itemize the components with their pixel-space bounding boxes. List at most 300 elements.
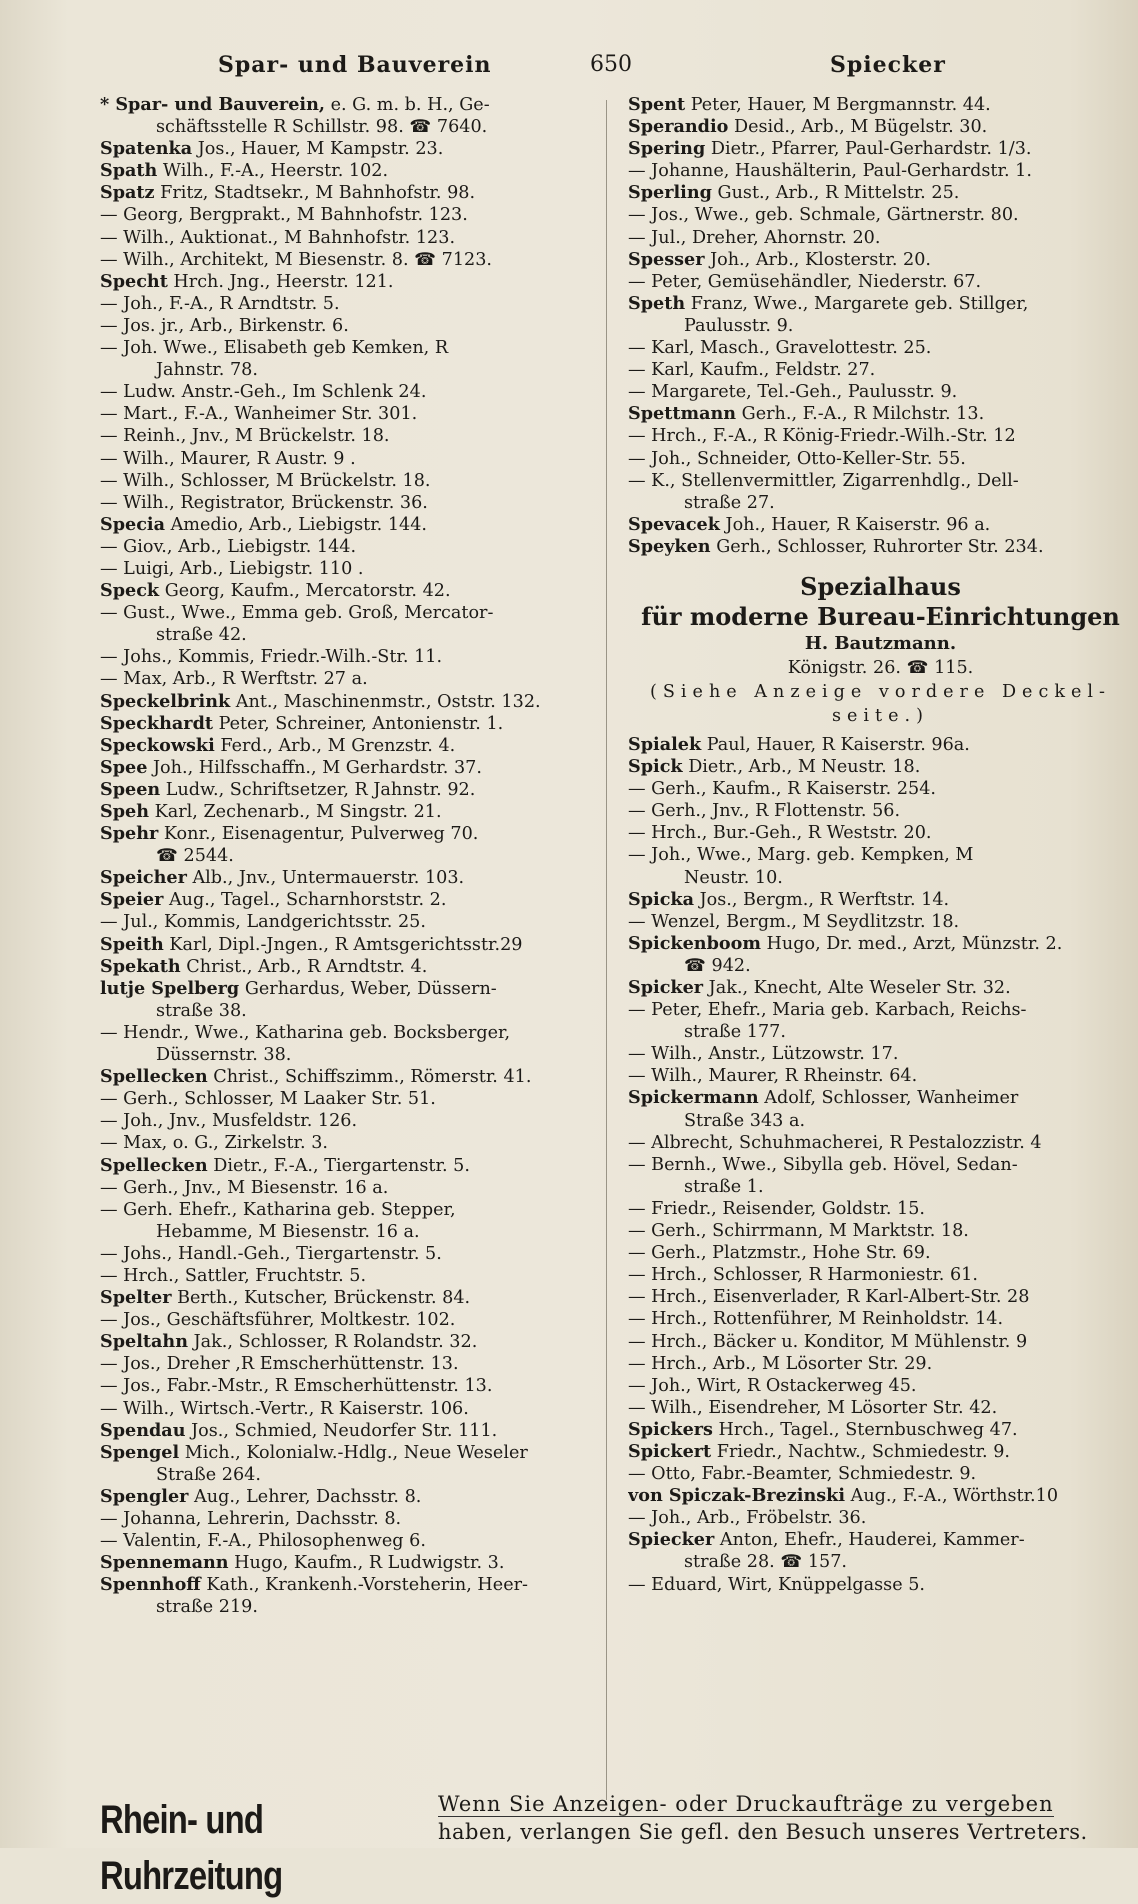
directory-entry bbox=[628, 822, 1133, 844]
directory-entry bbox=[100, 867, 600, 889]
directory-entry bbox=[100, 492, 600, 514]
entry-details: — Joh., Wirt, R Ostackerweg 45. bbox=[628, 1375, 917, 1396]
footer-advertisement bbox=[100, 1792, 1138, 1898]
entry-details: Hrch. Jng., Heerstr. 121. bbox=[167, 271, 394, 292]
entry-details: — Karl, Masch., Gravelottestr. 25. bbox=[628, 338, 932, 359]
entry-surname: Spesser bbox=[628, 248, 705, 270]
directory-entry bbox=[628, 359, 1133, 381]
entry-details: — Wilh., Eisendreher, M Lösorter Str. 42. bbox=[628, 1397, 998, 1418]
entry-details: Ludw., Schriftsetzer, R Jahnstr. 92. bbox=[160, 779, 476, 800]
page-number: 650 bbox=[590, 52, 632, 77]
entry-details: Düssernstr. 38. bbox=[156, 1045, 292, 1066]
directory-entry bbox=[628, 271, 1133, 293]
entry-surname: Spering bbox=[628, 138, 706, 160]
entry-surname: Specia bbox=[100, 513, 165, 535]
entry-details: Karl, Dipl.-Jngen., R Amtsgerichtsstr.29 bbox=[163, 934, 523, 955]
entry-details: Karl, Zechenarb., M Singstr. 21. bbox=[149, 802, 442, 822]
directory-entry bbox=[628, 1154, 1133, 1176]
directory-entry bbox=[100, 602, 600, 624]
entry-surname: Spekath bbox=[100, 955, 181, 977]
entry-details: Ferd., Arb., M Grenzstr. 4. bbox=[214, 735, 456, 756]
directory-entry-continuation bbox=[628, 1110, 1133, 1132]
entry-details: — Wenzel, Bergm., M Seydlitzstr. 18. bbox=[628, 911, 960, 932]
entry-details: — Wilh., Maurer, R Austr. 9 . bbox=[100, 448, 356, 469]
directory-entry bbox=[100, 470, 600, 492]
entry-details: — Wilh., Registrator, Brückenstr. 36. bbox=[100, 492, 428, 513]
entry-details: Dietr., F.-A., Tiergartenstr. 5. bbox=[207, 1155, 470, 1176]
entry-details: Georg, Kaufm., Mercatorstr. 42. bbox=[159, 581, 451, 602]
directory-entry-continuation bbox=[100, 116, 600, 138]
entry-details: Anton, Ehefr., Hauderei, Kammer- bbox=[714, 1530, 1025, 1551]
entry-details: — Ludw. Anstr.-Geh., Im Schlenk 24. bbox=[100, 382, 427, 403]
directory-entry bbox=[100, 271, 600, 293]
entry-surname: Speckhardt bbox=[100, 712, 213, 734]
directory-entry bbox=[100, 160, 600, 182]
entry-details: Gerh., Schlosser, Ruhrorter Str. 234. bbox=[710, 536, 1044, 557]
directory-entry bbox=[100, 1110, 600, 1132]
entry-details: — Hrch., Bäcker u. Konditor, M Mühlenstr. 9 bbox=[628, 1331, 1028, 1352]
directory-entry bbox=[628, 1308, 1133, 1330]
directory-entry bbox=[100, 646, 600, 668]
entry-details: — Peter, Ehefr., Maria geb. Karbach, Reichs- bbox=[628, 1000, 1027, 1021]
entry-surname: Spent bbox=[628, 94, 686, 115]
directory-entry bbox=[100, 1420, 600, 1442]
directory-entry bbox=[100, 1066, 600, 1088]
entry-surname: Spennhoff bbox=[100, 1574, 201, 1596]
entry-details: Joh., Hilfsschaffn., M Gerhardstr. 37. bbox=[147, 757, 482, 778]
directory-entry bbox=[628, 1242, 1133, 1264]
directory-entry bbox=[100, 1309, 600, 1331]
entry-details: — K., Stellenvermittler, Zigarrenhdlg., Dell- bbox=[628, 470, 1019, 491]
column-divider bbox=[606, 100, 607, 1800]
directory-entry bbox=[100, 1088, 600, 1110]
directory-entry-continuation bbox=[628, 867, 1133, 889]
footer-brand: Rhein- und Ruhrzeitung bbox=[100, 1798, 283, 1898]
directory-entry bbox=[628, 381, 1133, 403]
entry-surname: Spialek bbox=[628, 733, 702, 755]
entry-surname: Speier bbox=[100, 889, 164, 911]
directory-entry bbox=[628, 1463, 1133, 1485]
entry-surname: von Spiczak-Brezinski bbox=[628, 1485, 846, 1507]
directory-entry-continuation bbox=[628, 315, 1133, 337]
entry-surname: Spellecken bbox=[100, 1066, 208, 1088]
right-column bbox=[628, 94, 1133, 1596]
entry-surname: Spellecken bbox=[100, 1154, 208, 1176]
entry-surname: Spennemann bbox=[100, 1552, 229, 1574]
directory-entry bbox=[100, 1574, 600, 1596]
directory-entry bbox=[628, 1331, 1133, 1353]
entry-details: — Reinh., Jnv., M Brückelstr. 18. bbox=[100, 426, 390, 447]
entry-details: straße 38. bbox=[156, 1000, 247, 1021]
entry-details: — Joh., Schneider, Otto-Keller-Str. 55. bbox=[628, 448, 966, 469]
entry-surname: Spehr bbox=[100, 823, 159, 845]
entry-surname: Speen bbox=[100, 778, 161, 800]
entry-surname: Spickers bbox=[628, 1418, 713, 1440]
directory-entry-continuation bbox=[628, 1551, 1133, 1573]
entry-surname: Speck bbox=[100, 580, 160, 602]
directory-entry bbox=[100, 293, 600, 315]
entry-details: — Gerh. Ehefr., Katharina geb. Stepper, bbox=[100, 1199, 456, 1220]
directory-entry bbox=[100, 713, 600, 735]
entry-details: — Jos., Dreher ,R Emscherhüttenstr. 13. bbox=[100, 1354, 459, 1375]
entry-details: — Hrch., Eisenverlader, R Karl-Albert-Str. 28 bbox=[628, 1287, 1030, 1308]
entry-details: — Gerh., Schlosser, M Laaker Str. 51. bbox=[100, 1089, 436, 1110]
directory-entry-continuation bbox=[100, 359, 600, 381]
entry-details: — Valentin, F.-A., Philosophenweg 6. bbox=[100, 1531, 426, 1552]
directory-entry bbox=[100, 1265, 600, 1287]
entry-details: Jahnstr. 78. bbox=[156, 360, 258, 381]
directory-entry bbox=[628, 800, 1133, 822]
entry-details: ☎ 2544. bbox=[156, 846, 234, 867]
directory-entry bbox=[628, 1220, 1133, 1242]
directory-entry bbox=[628, 1286, 1133, 1308]
directory-entry bbox=[628, 1132, 1133, 1154]
entry-surname: Specht bbox=[100, 270, 168, 292]
directory-entry bbox=[100, 514, 600, 536]
directory-entry bbox=[100, 889, 600, 911]
entry-surname: Spickert bbox=[628, 1440, 712, 1462]
directory-entry bbox=[100, 1398, 600, 1420]
entry-surname: * Spar- und Bauverein, bbox=[100, 94, 325, 115]
entry-details: Mich., Kolonialw.-Hdlg., Neue Weseler bbox=[179, 1442, 528, 1463]
entry-details: — Hrch., Bur.-Geh., R Weststr. 20. bbox=[628, 823, 932, 844]
directory-entry bbox=[100, 227, 600, 249]
entry-details: — Luigi, Arb., Liebigstr. 110 . bbox=[100, 558, 364, 579]
entry-details: — Gerh., Schirrmann, M Marktstr. 18. bbox=[628, 1221, 969, 1242]
directory-entry bbox=[628, 778, 1133, 800]
directory-entry bbox=[628, 227, 1133, 249]
entry-details: Wilh., F.-A., Heerstr. 102. bbox=[157, 161, 389, 182]
directory-entry bbox=[100, 1177, 600, 1199]
entry-details: Aug., Tagel., Scharnhorststr. 2. bbox=[163, 890, 447, 911]
entry-details: — Jul., Kommis, Landgerichtsstr. 25. bbox=[100, 912, 426, 933]
entry-surname: Spicker bbox=[628, 977, 704, 998]
entry-details: — Max, Arb., R Werftstr. 27 a. bbox=[100, 669, 368, 690]
entry-surname: Spickenboom bbox=[628, 932, 761, 954]
entry-details: — Hrch., Schlosser, R Harmoniestr. 61. bbox=[628, 1265, 978, 1286]
entry-details: — Joh., Arb., Fröbelstr. 36. bbox=[628, 1508, 867, 1529]
directory-entry bbox=[100, 315, 600, 337]
directory-entry bbox=[628, 94, 1133, 116]
directory-entry-continuation bbox=[100, 845, 600, 867]
directory-entry bbox=[628, 403, 1133, 425]
directory-entry-continuation bbox=[628, 1021, 1133, 1043]
entry-details: Jak., Schlosser, R Rolandstr. 32. bbox=[188, 1332, 478, 1353]
directory-entry bbox=[100, 1552, 600, 1574]
directory-entry bbox=[628, 734, 1133, 756]
directory-entry-continuation bbox=[628, 492, 1133, 514]
entry-details: Friedr., Nachtw., Schmiedestr. 9. bbox=[711, 1441, 1011, 1462]
directory-entry bbox=[100, 1442, 600, 1464]
entry-details: straße 42. bbox=[156, 625, 247, 646]
entry-details: — Joh. Wwe., Elisabeth geb Kemken, R bbox=[100, 338, 449, 359]
entry-surname: Spettmann bbox=[628, 403, 737, 425]
directory-entry bbox=[628, 514, 1133, 536]
entry-details: Gerh., F.-A., R Milchstr. 13. bbox=[736, 404, 985, 425]
directory-entry bbox=[100, 735, 600, 757]
entry-details: — Gerh., Jnv., M Biesenstr. 16 a. bbox=[100, 1177, 389, 1198]
entry-surname: Spendau bbox=[100, 1419, 186, 1441]
right-column-entries-top bbox=[628, 94, 1133, 558]
entry-details: Hugo, Kaufm., R Ludwigstr. 3. bbox=[228, 1553, 505, 1574]
entry-details: — Gust., Wwe., Emma geb. Groß, Mercator- bbox=[100, 603, 494, 624]
directory-entry bbox=[628, 1507, 1133, 1529]
entry-surname: lutje Spelberg bbox=[100, 977, 240, 999]
directory-entry bbox=[100, 448, 600, 470]
entry-details: — Mart., F.-A., Wanheimer Str. 301. bbox=[100, 404, 418, 425]
directory-entry bbox=[628, 204, 1133, 226]
directory-entry bbox=[628, 425, 1133, 447]
entry-details: — Wilh., Wirtsch.-Vertr., R Kaiserstr. 106. bbox=[100, 1398, 469, 1419]
entry-details: — Gerh., Jnv., R Flottenstr. 56. bbox=[628, 801, 901, 822]
directory-entry bbox=[100, 691, 600, 713]
entry-surname: Spatenka bbox=[100, 138, 193, 160]
entry-surname: Speckelbrink bbox=[100, 690, 231, 712]
directory-entry bbox=[100, 757, 600, 779]
entry-surname: Spelter bbox=[100, 1287, 172, 1309]
entry-surname: Speith bbox=[100, 933, 164, 955]
entry-details: Ant., Maschinenmstr., Oststr. 132. bbox=[230, 691, 541, 712]
entry-details: — Johs., Handl.-Geh., Tiergartenstr. 5. bbox=[100, 1243, 442, 1264]
entry-details: Peter, Hauer, M Bergmannstr. 44. bbox=[685, 95, 991, 115]
entry-details: — Karl, Kaufm., Feldstr. 27. bbox=[628, 360, 876, 381]
directory-entry bbox=[628, 1065, 1133, 1087]
entry-details: — Joh., F.-A., R Arndtstr. 5. bbox=[100, 293, 340, 314]
entry-details: — Georg, Bergprakt., M Bahnhofstr. 123. bbox=[100, 205, 468, 226]
entry-details: ☎ 942. bbox=[684, 955, 751, 976]
directory-entry bbox=[628, 536, 1133, 558]
entry-details: — Peter, Gemüsehändler, Niederstr. 67. bbox=[628, 271, 982, 292]
left-column bbox=[100, 94, 600, 1618]
entry-details: — Joh., Wwe., Marg. geb. Kempken, M bbox=[628, 845, 974, 866]
advertisement-box bbox=[628, 572, 1133, 728]
directory-entry bbox=[628, 1529, 1133, 1551]
directory-entry bbox=[100, 425, 600, 447]
directory-entry bbox=[628, 138, 1133, 160]
directory-entry bbox=[100, 801, 600, 823]
entry-details: Aug., F.-A., Wörthstr.10 bbox=[845, 1486, 1059, 1507]
entry-surname: Sperling bbox=[628, 182, 712, 204]
directory-entry bbox=[100, 249, 600, 271]
directory-entry bbox=[100, 779, 600, 801]
directory-entry bbox=[628, 756, 1133, 778]
directory-entry bbox=[100, 823, 600, 845]
entry-details: Jos., Schmied, Neudorfer Str. 111. bbox=[185, 1420, 498, 1441]
directory-entry bbox=[628, 1264, 1133, 1286]
entry-details: Amedio, Arb., Liebigstr. 144. bbox=[165, 514, 428, 535]
entry-details: — Johs., Kommis, Friedr.-Wilh.-Str. 11. bbox=[100, 647, 443, 668]
directory-entry bbox=[100, 1353, 600, 1375]
entry-surname: Spickermann bbox=[628, 1087, 759, 1109]
ad-owner: H. Bautzmann. bbox=[804, 632, 957, 654]
entry-details: Joh., Hauer, R Kaiserstr. 96 a. bbox=[719, 514, 991, 535]
entry-surname: Spengel bbox=[100, 1441, 180, 1463]
entry-details: Dietr., Pfarrer, Paul-Gerhardstr. 1/3. bbox=[705, 139, 1032, 160]
entry-surname: Speth bbox=[628, 292, 686, 314]
entry-surname: Speh bbox=[100, 801, 149, 822]
entry-details: — Joh., Jnv., Musfeldstr. 126. bbox=[100, 1111, 358, 1132]
directory-entry-continuation bbox=[100, 1044, 600, 1066]
right-column-entries-bottom bbox=[628, 734, 1133, 1596]
entry-details: Kath., Krankenh.-Vorsteherin, Heer- bbox=[200, 1575, 528, 1596]
directory-entry-continuation bbox=[100, 1221, 600, 1243]
entry-details: — Margarete, Tel.-Geh., Paulusstr. 9. bbox=[628, 382, 958, 403]
header-left-keyword: Spar- und Bauverein bbox=[218, 52, 492, 78]
entry-surname: Sperandio bbox=[628, 116, 729, 138]
directory-entry bbox=[100, 182, 600, 204]
directory-entry bbox=[628, 889, 1133, 911]
directory-entry bbox=[100, 934, 600, 956]
entry-details: Peter, Schreiner, Antonienstr. 1. bbox=[213, 713, 504, 734]
directory-entry bbox=[100, 337, 600, 359]
entry-details: straße 28. ☎ 157. bbox=[684, 1552, 848, 1573]
entry-surname: Spiecker bbox=[628, 1529, 715, 1551]
directory-entry bbox=[100, 1375, 600, 1397]
directory-entry bbox=[100, 94, 600, 116]
directory-entry bbox=[100, 1287, 600, 1309]
directory-entry bbox=[100, 403, 600, 425]
footer-line-1: Wenn Sie Anzeigen- oder Druckaufträge zu vergeben bbox=[438, 1792, 1054, 1816]
entry-details: Franz, Wwe., Margarete geb. Stillger, bbox=[685, 293, 1029, 314]
entry-details: Straße 264. bbox=[156, 1464, 261, 1485]
directory-entry bbox=[100, 1132, 600, 1154]
directory-entry bbox=[100, 1199, 600, 1221]
entry-details: Christ., Arb., R Arndtstr. 4. bbox=[180, 956, 428, 977]
directory-entry bbox=[100, 1486, 600, 1508]
entry-details: Paul, Hauer, R Kaiserstr. 96a. bbox=[701, 734, 970, 755]
directory-entry bbox=[100, 381, 600, 403]
directory-entry bbox=[100, 1155, 600, 1177]
entry-surname: Spee bbox=[100, 756, 148, 778]
entry-details: Jos., Hauer, M Kampstr. 23. bbox=[192, 139, 444, 160]
entry-surname: Spatz bbox=[100, 182, 155, 204]
entry-details: Fritz, Stadtsekr., M Bahnhofstr. 98. bbox=[154, 183, 476, 204]
directory-entry-continuation bbox=[628, 955, 1133, 977]
directory-entry bbox=[628, 249, 1133, 271]
ad-address: Königstr. 26. ☎ 115. bbox=[787, 657, 974, 678]
ad-title: Spezialhaus bbox=[800, 571, 961, 601]
entry-details: — Albrecht, Schuhmacherei, R Pestalozzistr. 4 bbox=[628, 1132, 1042, 1153]
entry-details: — Wilh., Auktionat., M Bahnhofstr. 123. bbox=[100, 227, 456, 248]
entry-details: — Friedr., Reisender, Goldstr. 15. bbox=[628, 1198, 926, 1219]
directory-entry-continuation bbox=[100, 1000, 600, 1022]
directory-entry bbox=[100, 1508, 600, 1530]
entry-details: — Jos., Fabr.-Mstr., R Emscherhüttenstr. 13. bbox=[100, 1376, 493, 1397]
entry-details: Neustr. 10. bbox=[684, 867, 783, 888]
entry-details: — Bernh., Wwe., Sibylla geb. Hövel, Sedan- bbox=[628, 1154, 1018, 1175]
directory-entry bbox=[100, 956, 600, 978]
entry-details: straße 27. bbox=[684, 492, 775, 513]
entry-details: — Hrch., F.-A., R König-Friedr.-Wilh.-Str. 12 bbox=[628, 426, 1016, 447]
page-header bbox=[0, 52, 1138, 88]
entry-details: Straße 343 a. bbox=[684, 1110, 806, 1131]
entry-details: — Jos., Wwe., geb. Schmale, Gärtnerstr. 80. bbox=[628, 205, 1019, 226]
directory-entry bbox=[628, 293, 1133, 315]
entry-surname: Speyken bbox=[628, 535, 711, 557]
directory-entry bbox=[628, 1198, 1133, 1220]
entry-details: Christ., Schiffszimm., Römerstr. 41. bbox=[207, 1067, 532, 1088]
entry-details: straße 1. bbox=[684, 1176, 764, 1197]
directory-entry bbox=[100, 668, 600, 690]
entry-details: — Jos. jr., Arb., Birkenstr. 6. bbox=[100, 315, 349, 336]
directory-entry bbox=[628, 977, 1133, 999]
entry-details: Aug., Lehrer, Dachsstr. 8. bbox=[188, 1486, 422, 1507]
directory-entry bbox=[100, 1530, 600, 1552]
directory-entry bbox=[628, 1353, 1133, 1375]
entry-surname: Spevacek bbox=[628, 513, 720, 535]
directory-entry bbox=[628, 844, 1133, 866]
entry-details: — Max, o. G., Zirkelstr. 3. bbox=[100, 1133, 328, 1154]
entry-details: — Jul., Dreher, Ahornstr. 20. bbox=[628, 227, 881, 248]
directory-entry bbox=[100, 1243, 600, 1265]
entry-details: — Gerh., Platzmstr., Hohe Str. 69. bbox=[628, 1243, 931, 1264]
entry-details: — Giov., Arb., Liebigstr. 144. bbox=[100, 536, 357, 557]
entry-details: — Johanne, Haushälterin, Paul-Gerhardstr. 1. bbox=[628, 161, 1032, 182]
entry-surname: Spick bbox=[628, 756, 683, 778]
entry-details: Joh., Arb., Klosterstr. 20. bbox=[704, 249, 932, 270]
directory-entry bbox=[628, 1419, 1133, 1441]
directory-entry bbox=[100, 911, 600, 933]
entry-details: — Hrch., Arb., M Lösorter Str. 29. bbox=[628, 1353, 933, 1374]
entry-surname: Spicka bbox=[628, 888, 694, 910]
entry-details: Berth., Kutscher, Brückenstr. 84. bbox=[171, 1288, 471, 1309]
entry-details: — Hrch., Sattler, Fruchtstr. 5. bbox=[100, 1265, 367, 1286]
directory-entry bbox=[628, 182, 1133, 204]
entry-details: — Wilh., Schlosser, M Brückelstr. 18. bbox=[100, 470, 431, 491]
entry-details: Konr., Eisenagentur, Pulverweg 70. bbox=[158, 824, 479, 845]
entry-details: — Wilh., Anstr., Lützowstr. 17. bbox=[628, 1044, 899, 1065]
entry-details: Gust., Arb., R Mittelstr. 25. bbox=[711, 183, 960, 204]
entry-details: straße 177. bbox=[684, 1022, 786, 1043]
entry-details: Jak., Knecht, Alte Weseler Str. 32. bbox=[703, 978, 1011, 998]
entry-surname: Speltahn bbox=[100, 1331, 188, 1353]
entry-details: Alb., Jnv., Untermauerstr. 103. bbox=[186, 868, 465, 889]
entry-details: straße 219. bbox=[156, 1597, 258, 1618]
entry-details: — Otto, Fabr.-Beamter, Schmiedestr. 9. bbox=[628, 1464, 977, 1485]
directory-entry bbox=[628, 911, 1133, 933]
ad-subtitle: für moderne Bureau-Einrichtungen bbox=[641, 601, 1120, 631]
entry-details: — Hrch., Rottenführer, M Reinholdstr. 14. bbox=[628, 1309, 1004, 1330]
directory-entry-continuation bbox=[100, 1596, 600, 1618]
directory-entry bbox=[628, 470, 1133, 492]
entry-details: — Wilh., Architekt, M Biesenstr. 8. ☎ 7123. bbox=[100, 249, 493, 270]
entry-details: — Johanna, Lehrerin, Dachsstr. 8. bbox=[100, 1509, 402, 1529]
entry-surname: Speckowski bbox=[100, 734, 215, 756]
directory-entry bbox=[628, 448, 1133, 470]
entry-details: Desid., Arb., M Bügelstr. 30. bbox=[728, 117, 988, 138]
entry-details: e. G. m. b. H., Ge- bbox=[324, 95, 490, 115]
entry-details: Hebamme, M Biesenstr. 16 a. bbox=[156, 1221, 420, 1242]
entry-details: Dietr., Arb., M Neustr. 18. bbox=[682, 757, 921, 778]
entry-surname: Spath bbox=[100, 160, 158, 182]
footer-line-2: haben, verlangen Sie gefl. den Besuch unseres Vertreters. bbox=[438, 1820, 1088, 1844]
entry-details: Adolf, Schlosser, Wanheimer bbox=[758, 1088, 1019, 1109]
directory-entry bbox=[100, 558, 600, 580]
directory-entry-continuation bbox=[628, 1176, 1133, 1198]
directory-entry bbox=[628, 933, 1133, 955]
directory-entry bbox=[100, 138, 600, 160]
entry-surname: Speicher bbox=[100, 867, 187, 889]
entry-details: Paulusstr. 9. bbox=[684, 315, 794, 336]
directory-entry-continuation bbox=[100, 624, 600, 646]
directory-entry bbox=[100, 1331, 600, 1353]
directory-entry bbox=[628, 1087, 1133, 1109]
entry-details: — Wilh., Maurer, R Rheinstr. 64. bbox=[628, 1066, 918, 1087]
entry-details: — Jos., Geschäftsführer, Moltkestr. 102. bbox=[100, 1310, 456, 1331]
entry-details: — Gerh., Kaufm., R Kaiserstr. 254. bbox=[628, 779, 936, 800]
entry-details: — Hendr., Wwe., Katharina geb. Bocksberger, bbox=[100, 1022, 511, 1043]
directory-entry bbox=[100, 580, 600, 602]
